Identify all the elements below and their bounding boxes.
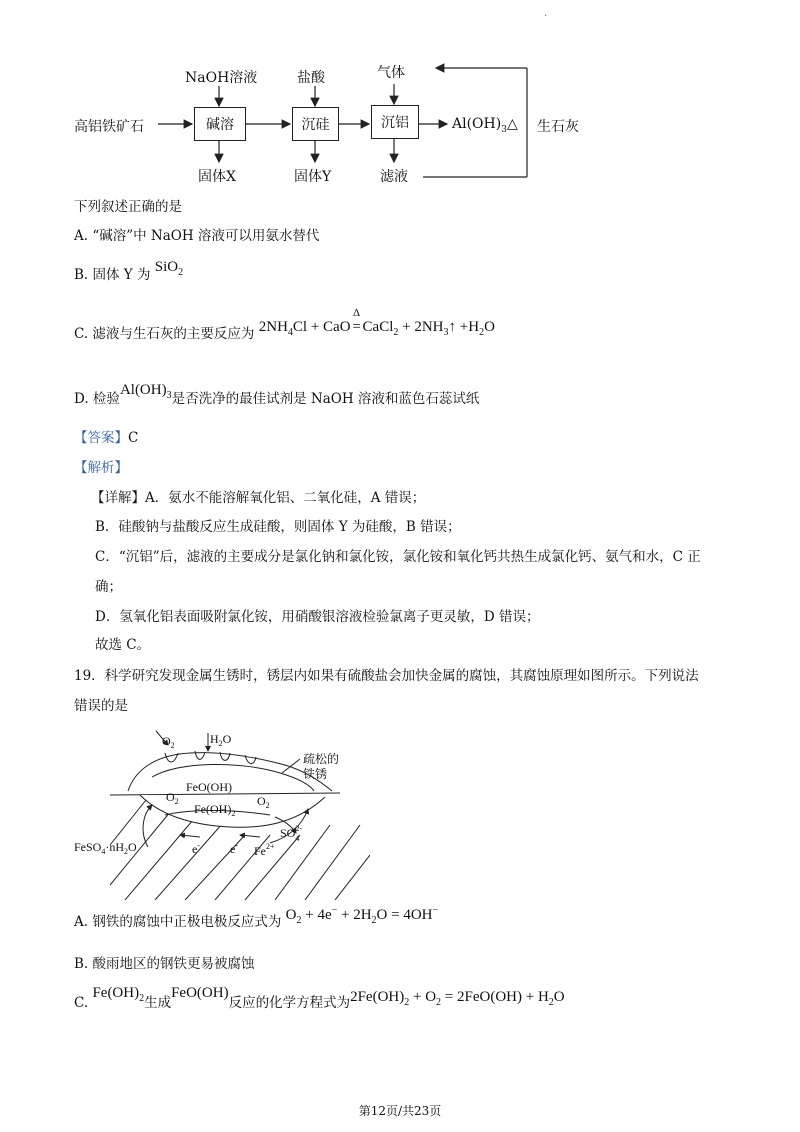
q18-option-c: C. 滤液与生石灰的主要反应为 $2NH_4Cl$ + CaO Δ = CaCl$_2$ + $2NH_3↑ +H_2O$	[74, 307, 495, 342]
formula-feooh: FeO(OH)	[171, 985, 229, 1001]
analysis-label: 【解析】	[74, 460, 128, 476]
fe2-label: $Fe^{2+}$	[254, 842, 275, 858]
detail-c-line1: C．“沉铝”后，滤液的主要成分是氯化钠和氯化铵，氯化铵和氧化钙共热生成氯化钙、氨气和水，C 正	[95, 549, 701, 565]
q19-option-a: A. 钢铁的腐蚀中正极电极反应式为 $O_2 + 4e^- + 2H_2O = 4OH^-$	[74, 905, 439, 930]
start-ore: 高铝铁矿石	[74, 119, 144, 135]
answer-value: C	[128, 430, 139, 446]
formula-sio2: SiO$_2$	[154, 259, 184, 278]
output-solid-y: 固体Y	[294, 169, 332, 185]
answer-label: 【答案】	[74, 430, 128, 446]
conclusion: 故选 C。	[95, 637, 151, 653]
input-naoh: NaOH溶液	[185, 70, 258, 86]
h2o-top-label: $H_2O$	[210, 732, 232, 748]
formula-aloh3: $Al(OH)_3$	[119, 382, 172, 401]
input-hcl: 盐酸	[297, 70, 325, 86]
q19-stem-line1: 19．科学研究发现金属生锈时，锈层内如果有硫酸盐会加快金属的腐蚀，其腐蚀原理如图所示。下列说法	[74, 668, 699, 684]
q19-option-c: C. $Fe(OH)_2$生成FeO(OH)反应的化学方程式为$2Fe(OH)_2 + O_2 = 2FeO(OH) + H_2O$	[74, 985, 565, 1011]
electron-left-label: e-	[192, 841, 200, 856]
o2-top-label: $O_2$	[162, 734, 175, 750]
equation-nh4cl-cao: $2NH_4Cl$ + CaO Δ = CaCl$_2$ + $2NH_3↑ +H_2O$	[258, 307, 495, 338]
detail-d: D．氢氧化铝表面吸附氯化铵，用硝酸银溶液检验氯离子更灵敏，D 错误；	[95, 609, 540, 625]
q19-stem-line2: 错误的是	[74, 698, 128, 714]
q18-option-d: D. 检验$Al(OH)_3$是否洗净的最佳试剂是 NaOH 溶液和蓝色石蕊试纸	[74, 382, 480, 407]
step-precipitate-si: 沉硅	[292, 107, 339, 141]
output-solid-x: 固体X	[198, 169, 236, 185]
rust-label-2: 铁锈	[303, 767, 328, 781]
formula-feoh2: $Fe(OH)_2$	[92, 985, 145, 1004]
page-footer: 第12页/共23页	[358, 1104, 442, 1118]
quicklime-label: 生石灰	[537, 119, 579, 135]
q18-option-a: A. “碱溶”中 NaOH 溶液可以用氨水替代	[74, 228, 320, 244]
q19-option-b: B. 酸雨地区的钢铁更易被腐蚀	[74, 956, 255, 972]
rust-label-1: 疏松的	[303, 752, 340, 766]
detail-b: B．硅酸钠与盐酸反应生成硅酸，则固体 Y 为硅酸，B 错误；	[95, 519, 461, 535]
product-aloh3: $Al(OH)_3\triangle$	[452, 116, 518, 135]
answer-line	[74, 432, 138, 446]
corrosion-drawing	[70, 725, 370, 900]
q18-stem: 下列叙述正确的是	[74, 199, 182, 215]
o2-left-label: $O_2$	[166, 790, 179, 806]
feooh-label: FeO(OH)	[186, 780, 232, 794]
detail-c-line2: 确；	[95, 579, 122, 595]
equation-feoh2-oxidation: $2Fe(OH)_2 + O_2 = 2FeO(OH) + H_2O$	[350, 989, 565, 1008]
input-gas: 气体	[377, 65, 405, 81]
feso4-label: $FeSO_4\cdot nH_2O$	[74, 840, 137, 856]
detail-a: 【详解】A．氨水不能溶解氧化铝、二氧化硅，A 错误；	[91, 490, 426, 506]
q18-option-b: B. 固体 Y 为 SiO$_2$	[74, 259, 184, 283]
equation-cathode: $O_2 + 4e^- + 2H_2O = 4OH^-$	[285, 905, 439, 926]
so4-label: $SO_42-$	[280, 824, 303, 843]
feoh2-label: $Fe(OH)_2$	[194, 802, 236, 818]
o2-right-label: $O_2$	[257, 794, 270, 810]
output-filtrate: 滤液	[380, 169, 408, 185]
corner-mark: .	[544, 8, 548, 19]
step-precipitate-al: 沉铝	[371, 105, 419, 139]
step-alkali-dissolve: 碱溶	[194, 107, 246, 141]
electron-right-label: e-	[230, 841, 238, 856]
